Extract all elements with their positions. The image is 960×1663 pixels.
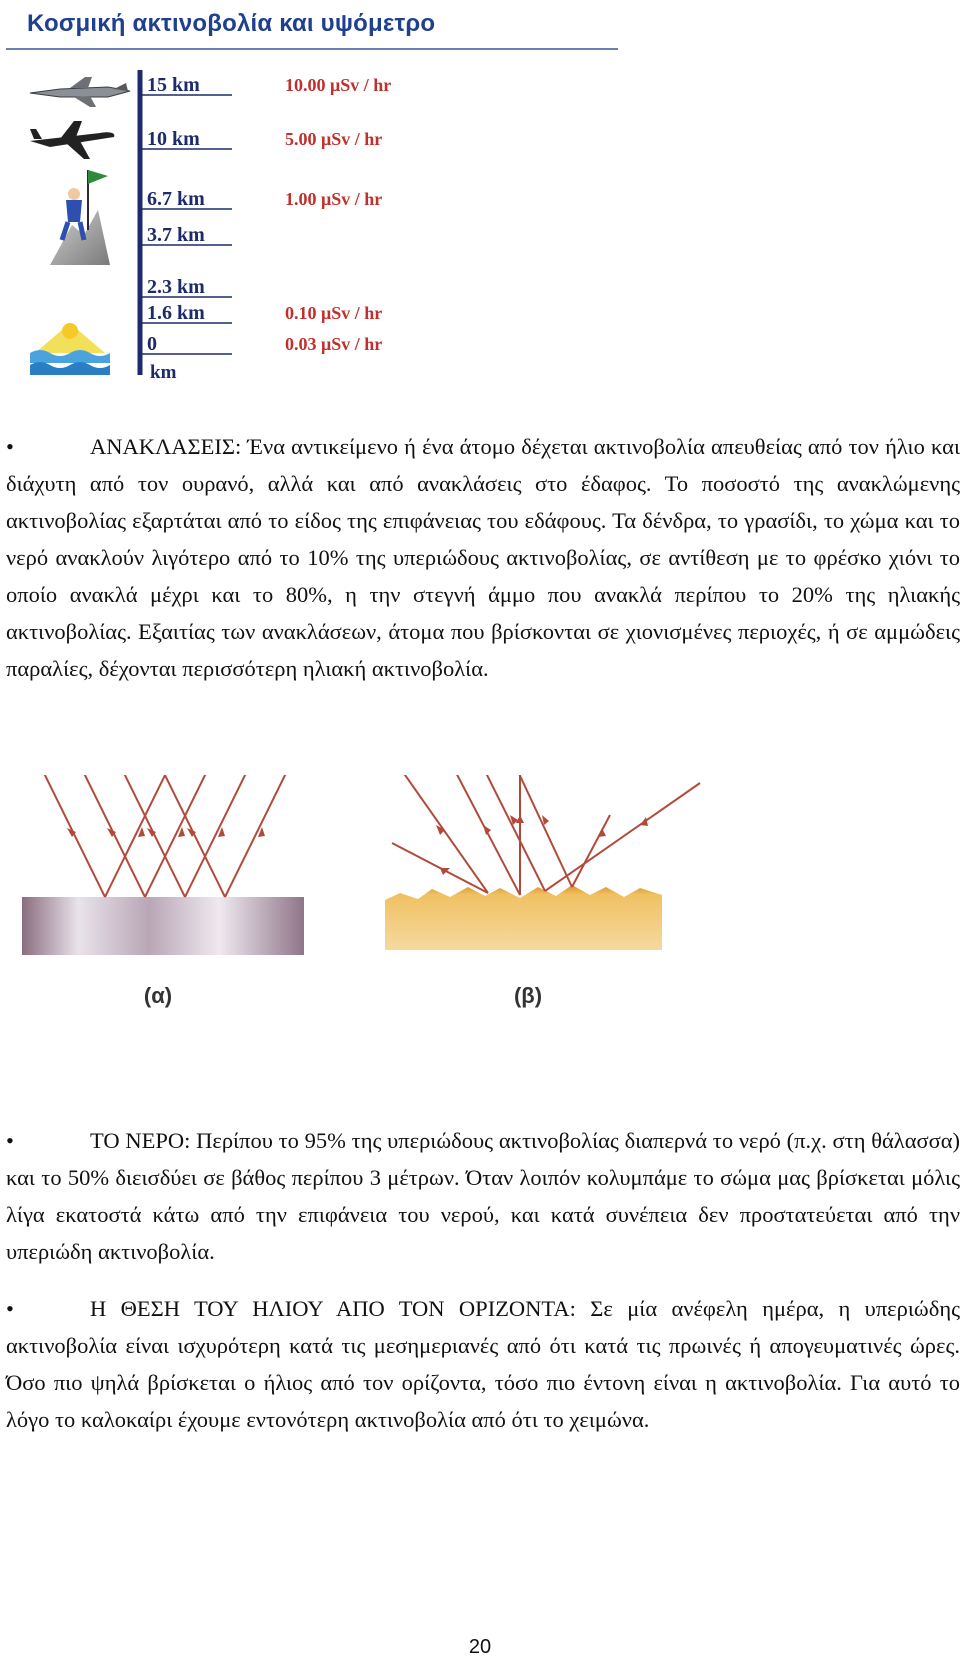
altitude-label: 6.7 km [147, 188, 205, 210]
water-heading: ΤΟ ΝΕΡΟ: [90, 1128, 191, 1153]
altitude-label: 3.7 km [147, 224, 205, 246]
specular-ray-arrows [67, 827, 265, 837]
altitude-label: 10 km [147, 128, 200, 150]
paragraph-reflections [6, 428, 960, 687]
altitude-levels [140, 74, 391, 355]
sun-heading: Η ΘΕΣΗ ΤΟΥ ΗΛΙΟΥ ΑΠΟ ΤΟΝ ΟΡΙΖΟΝΤΑ: [90, 1296, 576, 1321]
reflections-heading: ΑΝΑΚΛΑΣΕΙΣ: [90, 434, 242, 459]
title-underline [6, 48, 618, 50]
water-text: Περίπου το 95% της υπεριώδους ακτινοβολίας διαπερνά το νερό (π.χ. στη θάλασσα) και το 50% διεισδύει σε βάθος περίπου 3 μέτρων. Όταν λοιπόν κολυμπάμε το σώμα μας βρίσκεται μόλις λίγα εκατοστά κάτω από την επιφάνεια του νερού, και κατά συνέπεια δεν προστατεύεται από την υπεριώδη ακτινοβολία. [6, 1128, 960, 1264]
bullet: • [6, 1296, 14, 1321]
altitude-label: 15 km [147, 74, 200, 96]
sea-level-icon [30, 323, 110, 375]
paragraph-sun-position [6, 1290, 960, 1438]
fighter-jet-icon [30, 77, 130, 107]
rough-sand-surface [385, 885, 662, 950]
dose-rate-label: 5.00 μSv / hr [285, 129, 383, 149]
bullet: • [6, 434, 14, 459]
dose-rate-label: 1.00 μSv / hr [285, 189, 383, 209]
altitude-radiation-figure [0, 55, 620, 410]
bottom-unit-label: km [150, 362, 177, 383]
dose-rate-label: 10.00 μSv / hr [285, 75, 392, 95]
specular-reflection-rays [40, 775, 290, 897]
paragraph-water [6, 1122, 960, 1270]
altitude-label: 2.3 km [147, 276, 205, 298]
dose-rate-label: 0.10 μSv / hr [285, 303, 383, 323]
reflection-figure [0, 775, 720, 1050]
mountain-climber-icon [50, 170, 110, 265]
diffuse-reflection-rays [392, 775, 700, 895]
sun-text: Σε μία ανέφελη ημέρα, η υπεριώδης ακτινοβολία είναι ισχυρότερη κατά τις μεσημεριανές από ότι κατά τις πρωινές ή απογευματινές ώρες. Όσο πιο ψηλά βρίσκεται ο ήλιος από τον ορίζοντα, τόσο πιο έντονη είναι η ακτινοβολία. Για αυτό το λόγο το καλοκαίρι έχουμε εντονότερη ακτινοβολία από ότι το χειμώνα. [6, 1296, 960, 1432]
altitude-label: 0 [147, 333, 157, 355]
altitude-label: 1.6 km [147, 302, 205, 324]
smooth-surface [22, 897, 304, 955]
figure-title: Κοσμική ακτινοβολία και υψόμετρο [27, 10, 436, 37]
page-number: 20 [468, 1636, 492, 1658]
bullet: • [6, 1128, 14, 1153]
label-a: (α) [143, 983, 173, 1008]
dose-rate-label: 0.03 μSv / hr [285, 334, 383, 354]
reflections-text: Ένα αντικείμενο ή ένα άτομο δέχεται ακτινοβολία απευθείας από τον ήλιο και διάχυτη από τον ουρανό, αλλά και από ανακλάσεις στο έδαφος. Το ποσοστό της ανακλώμενης ακτινοβολίας εξαρτάται από το είδος της επιφάνειας του εδάφους. Τα δένδρα, το γρασίδι, το χώμα και το νερό ανακλούν λιγότερο από το 10% της υπεριώδους ακτινοβολίας, σε αντίθεση με το φρέσκο χιόνι το οποίο ανακλά μέχρι και το 80%, η την στεγνή άμμο που ανακλά περίπου το 20% της ηλιακής ακτινοβολίας. Εξαιτίας των ανακλάσεων, άτομα που βρίσκονται σε χιονισμένες περιοχές, ή σε αμμώδεις παραλίες, δέχονται περισσότερη ηλιακή ακτινοβολία. [6, 434, 960, 681]
airplane-icon [30, 121, 114, 159]
label-b: (β) [513, 983, 543, 1008]
